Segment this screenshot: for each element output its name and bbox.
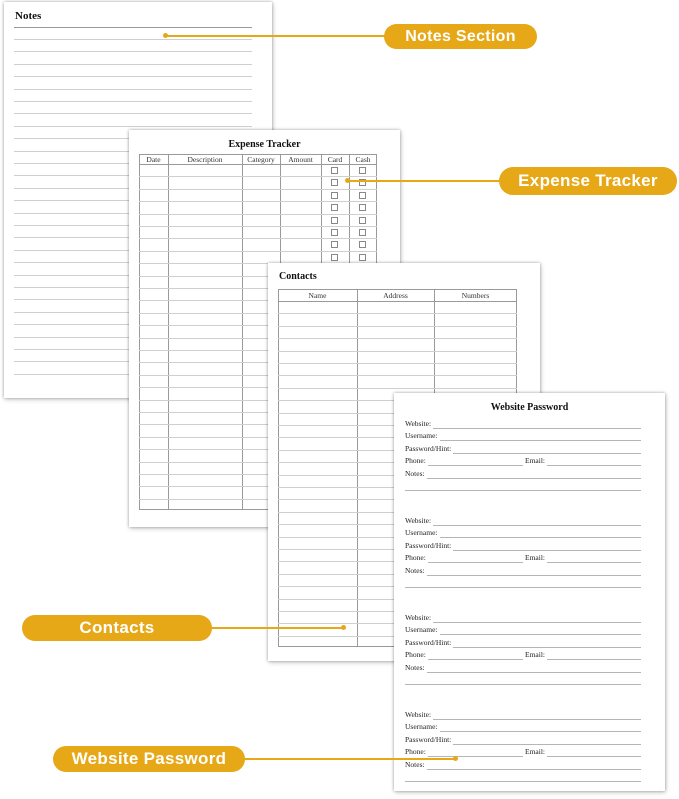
card-checkbox <box>331 254 338 261</box>
username-label: Username: <box>405 528 438 537</box>
notes-extra-line <box>405 684 641 685</box>
contacts-title: Contacts <box>279 271 317 282</box>
contacts-row-line <box>278 338 517 339</box>
website-label: Website: <box>405 710 432 719</box>
contacts-callout: Contacts <box>22 615 212 641</box>
email-label: Email: <box>525 456 545 465</box>
expense-row-line <box>139 176 377 177</box>
contacts-row-line <box>278 351 517 352</box>
expense-row-line <box>139 214 377 215</box>
website-line <box>433 428 641 429</box>
password-hint-label: Password/Hint: <box>405 541 452 550</box>
website-line <box>433 622 641 623</box>
notes-callout-line <box>166 35 388 37</box>
expense-row-line <box>139 189 377 190</box>
notes-ruled-line <box>14 51 252 52</box>
username-line <box>440 537 641 538</box>
contacts-row-line <box>278 375 517 376</box>
username-label: Username: <box>405 431 438 440</box>
website-password-page <box>394 393 665 791</box>
phone-line <box>428 756 523 757</box>
username-label: Username: <box>405 625 438 634</box>
card-checkbox <box>331 241 338 248</box>
expense-row-line <box>139 238 377 239</box>
email-line <box>547 659 641 660</box>
expense-col-category: Category <box>247 155 275 164</box>
username-label: Username: <box>405 722 438 731</box>
card-checkbox <box>331 192 338 199</box>
email-line <box>547 562 641 563</box>
contacts-callout-dot <box>341 625 346 630</box>
card-checkbox <box>331 217 338 224</box>
notes-label: Notes: <box>405 469 425 478</box>
username-line <box>440 634 641 635</box>
phone-label: Phone: <box>405 747 426 756</box>
username-line <box>440 731 641 732</box>
expense-col-date: Date <box>146 155 161 164</box>
expense-row-line <box>139 226 377 227</box>
email-line <box>547 756 641 757</box>
notes-ruled-line <box>14 64 252 65</box>
website-label: Website: <box>405 613 432 622</box>
notes-ruled-line <box>14 76 252 77</box>
password-hint-line <box>453 453 641 454</box>
notes-ruled-line <box>14 113 252 114</box>
cash-checkbox <box>359 241 366 248</box>
password-hint-label: Password/Hint: <box>405 735 452 744</box>
password-title: Website Password <box>490 402 569 413</box>
email-label: Email: <box>525 553 545 562</box>
notes-extra-line <box>405 781 641 782</box>
website-line <box>433 719 641 720</box>
website-line <box>433 525 641 526</box>
notes-section-callout: Notes Section <box>384 24 537 49</box>
phone-label: Phone: <box>405 456 426 465</box>
expense-col-amount: Amount <box>288 155 313 164</box>
expense-col-card: Card <box>327 155 343 164</box>
notes-line <box>427 769 641 770</box>
phone-line <box>428 562 523 563</box>
expense-callout-line <box>348 180 503 182</box>
notes-line <box>427 478 641 479</box>
cash-checkbox <box>359 254 366 261</box>
card-checkbox <box>331 229 338 236</box>
website-label: Website: <box>405 516 432 525</box>
notes-line <box>427 672 641 673</box>
notes-label: Notes: <box>405 566 425 575</box>
password-hint-line <box>453 647 641 648</box>
password-hint-label: Password/Hint: <box>405 638 452 647</box>
card-checkbox <box>331 204 338 211</box>
phone-label: Phone: <box>405 553 426 562</box>
notes-ruled-line <box>14 126 252 127</box>
cash-checkbox <box>359 229 366 236</box>
card-checkbox <box>331 167 338 174</box>
contacts-col-name: Name <box>308 291 327 300</box>
expense-row-line <box>139 201 377 202</box>
password-callout-line <box>243 758 455 760</box>
cash-checkbox <box>359 204 366 211</box>
notes-title: Notes <box>15 10 42 22</box>
expense-tracker-callout: Expense Tracker <box>499 167 677 195</box>
phone-line <box>428 465 523 466</box>
card-checkbox <box>331 179 338 186</box>
password-hint-line <box>453 550 641 551</box>
cash-checkbox <box>359 167 366 174</box>
password-callout-dot <box>453 756 458 761</box>
email-label: Email: <box>525 650 545 659</box>
notes-label: Notes: <box>405 760 425 769</box>
notes-line <box>427 575 641 576</box>
contacts-callout-line <box>210 627 344 629</box>
cash-checkbox <box>359 192 366 199</box>
notes-label: Notes: <box>405 663 425 672</box>
notes-title-rule <box>14 27 252 28</box>
website-label: Website: <box>405 419 432 428</box>
website-password-callout: Website Password <box>53 746 245 772</box>
expense-col-description: Description <box>187 155 223 164</box>
contacts-row-line <box>278 388 517 389</box>
password-hint-line <box>453 744 641 745</box>
email-line <box>547 465 641 466</box>
contacts-col-numbers: Numbers <box>461 291 490 300</box>
contacts-row-line <box>278 326 517 327</box>
username-line <box>440 440 641 441</box>
notes-ruled-line <box>14 89 252 90</box>
notes-ruled-line <box>14 101 252 102</box>
contacts-col-address: Address <box>383 291 408 300</box>
notes-extra-line <box>405 587 641 588</box>
expense-col-cash: Cash <box>355 155 371 164</box>
expense-row-line <box>139 251 377 252</box>
expense-title: Expense Tracker <box>228 139 301 150</box>
email-label: Email: <box>525 747 545 756</box>
phone-label: Phone: <box>405 650 426 659</box>
password-hint-label: Password/Hint: <box>405 444 452 453</box>
contacts-row-line <box>278 313 517 314</box>
cash-checkbox <box>359 217 366 224</box>
phone-line <box>428 659 523 660</box>
notes-ruled-line <box>14 39 252 40</box>
contacts-row-line <box>278 363 517 364</box>
notes-extra-line <box>405 490 641 491</box>
